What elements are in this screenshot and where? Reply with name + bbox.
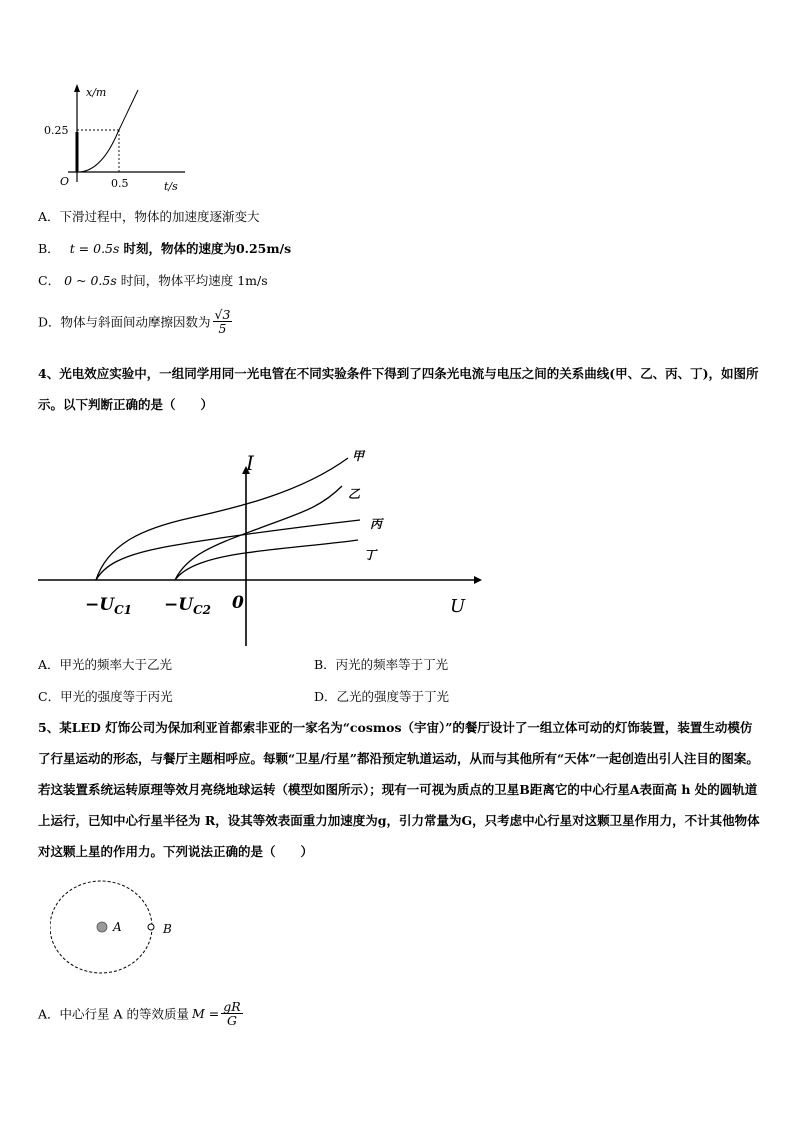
curve-label-yi: 乙 [348, 487, 361, 501]
curve-bing [96, 520, 360, 580]
x-axis-label: t/s [164, 180, 178, 193]
planet-a [97, 922, 107, 932]
q4-option-b[interactable]: B．丙光的频率等于丁光 [314, 657, 449, 672]
uc2-label: $-U_{C2}$ [164, 595, 211, 617]
axis-i-label: I [246, 451, 254, 475]
x-tick-label: 0.5 [111, 177, 129, 190]
fraction: $\frac{√3}{5}$ [214, 307, 231, 336]
q5-option-a[interactable]: A．中心行星 A 的等效质量 M = $\frac{gR}{G}$ [38, 999, 241, 1028]
satellite-b [148, 924, 154, 930]
q4-option-a[interactable]: A．甲光的频率大于乙光 [38, 657, 173, 672]
curve-ding [175, 540, 358, 580]
q3-option-d[interactable]: D．物体与斜面间动摩擦因数为 $\frac{√3}{5}$ [38, 307, 231, 336]
q3-option-c[interactable]: C． 0 ~ 0.5s 时间，物体平均速度 1m/s [38, 273, 268, 288]
fraction: $\frac{gR}{G}$ [223, 999, 241, 1028]
y-tick-label: 0.25 [44, 124, 69, 137]
label-b: B [163, 922, 172, 936]
label-a: A [113, 920, 122, 934]
iu-graph [30, 448, 490, 648]
uc1-label: $-U_{C1}$ [85, 595, 132, 617]
orbit-diagram [50, 878, 190, 978]
origin-zero: 0 [232, 593, 244, 613]
q5-stem: 5、某LED 灯饰公司为保加利亚首都索非亚的一家名为“cosmos（宇宙）”的餐厅设计了一组立体可动的灯饰装置，装置生动模仿了行星运动的形态，与餐厅主题相呼应。每颗“卫星/行星”都沿预定轨道运动，从而与其他所有“天体”一起创造出引人注目的图案。若这装置系统运转原理等效月亮绕地球运转（模型如图所示）；现有一可视为质点的卫星B距离它的中心行星A表面高 h 处的圆轨道上运行，已知中心行星半径为 R，设其等效表面重力加速度为g，引力常量为G，只考虑中心行星对这颗卫星作用力，不计其他物体对这颗上星的作用力。下列说法正确的是（ ） [38, 720, 760, 859]
curve-label-jia: 甲 [352, 449, 365, 463]
y-axis-label: x/m [86, 86, 107, 99]
axis-u-label: U [450, 596, 466, 617]
q3-option-a[interactable]: A．下滑过程中，物体的加速度逐渐变大 [38, 209, 260, 224]
q4-option-c[interactable]: C．甲光的强度等于丙光 [38, 689, 173, 704]
q4-option-d[interactable]: D．乙光的强度等于丁光 [314, 689, 450, 704]
curve-label-ding: 丁 [364, 548, 377, 562]
q4-stem: 4、光电效应实验中，一组同学用同一光电管在不同实验条件下得到了四条光电流与电压之间的关系曲线(甲、乙、丙、丁)，如图所示。以下判断正确的是（ ） [38, 366, 759, 412]
q3-option-b[interactable]: B． t = 0.5s 时刻，物体的速度为0.25m/s [38, 241, 292, 256]
origin-label: O [60, 175, 70, 188]
curve-label-bing: 丙 [370, 517, 383, 531]
curve-jia [96, 458, 348, 580]
xt-graph [40, 82, 190, 197]
